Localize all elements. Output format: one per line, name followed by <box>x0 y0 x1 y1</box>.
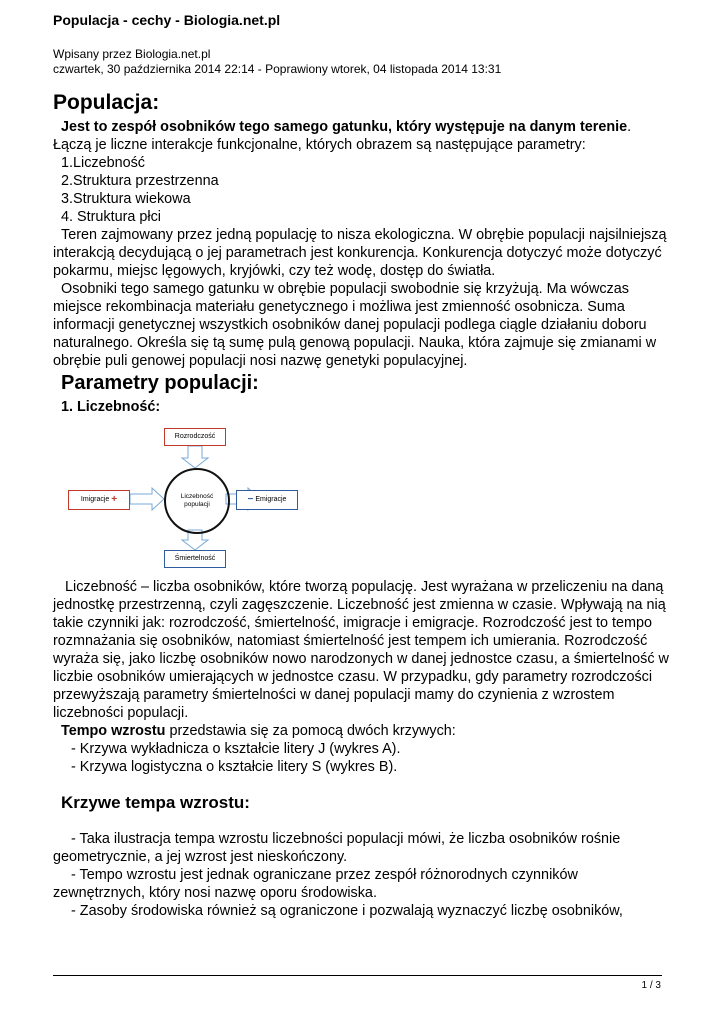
paragraph-niche-text: Teren zajmowany przez jedną populację to nisza ekologiczna. W obrębie populacji najsilniejszą interakcją decydującą o jej parametrach jest konkurencja. Konkurencja dotyczyć może dotyczyć pokarmu, miejsc lęgowych, kryjówki, czy też wodę, dostęp do światła. <box>53 227 667 279</box>
center-label-1: Liczebność <box>180 493 214 500</box>
plus-icon: + <box>111 494 118 505</box>
param-item: 3.Struktura wiekowa <box>61 191 191 207</box>
paragraph-size-text: Liczebność – liczba osobników, które tworzą populację. Jest wyrażana w przeliczeniu na daną jednostkę przestrzenną, czyli zagęszczenie. Liczebność jest zmienna w czasie. Wpływają na nią takie czynniki jak: rozrodczość, śmiertelność, imigracje i emigracje. Rozrodczość jest to tempo rozmnażania się osobników, natomiast śmiertelność jest tempem ich umierania. Rozrodczość wyraża się, jako liczbę osobników nowo narodzonych w danej jednostce czasu, a śmiertelność w liczbie osobników umierających w jednostce czasu. W przypadku, gdy parametry rozrodczości przewyższają parametry śmiertelności w danej populacji mamy do czynienia z wzrostem liczebności populacji. <box>53 579 669 721</box>
tempo-rest: przedstawia się za pomocą dwóch krzywych: <box>165 723 456 739</box>
death-label: Śmiertelność <box>174 555 216 562</box>
footer-divider <box>53 975 662 976</box>
bullet-item: - Taka ilustracja tempa wzrostu liczebności populacji mówi, że liczba osobników rośnie geometrycznie, a jej wzrost jest nieskończony. <box>53 831 621 865</box>
arrow-down-in <box>182 446 208 468</box>
paragraph-size <box>53 578 673 722</box>
arrow-right-in <box>130 488 164 510</box>
author-line: Wpisany przez Biologia.net.pl <box>53 47 211 61</box>
section-heading: Parametry populacji: <box>61 372 259 394</box>
death-box <box>164 550 226 568</box>
page-heading: Populacja: <box>53 91 160 114</box>
tempo-bold: Tempo wzrostu <box>61 723 166 739</box>
emigration-label: Emigracje <box>255 496 287 503</box>
subheading: 1. Liczebność: <box>61 399 161 415</box>
date-line: czwartek, 30 października 2014 22:14 - Poprawiony wtorek, 04 listopada 2014 13:31 <box>53 62 502 76</box>
param-item: 2.Struktura przestrzenna <box>61 173 219 189</box>
param-item: 4. Struktura płci <box>61 209 161 225</box>
curve-item: - Krzywa logistyczna o kształcie litery S (wykres B). <box>71 759 398 775</box>
paragraph-genetics <box>53 280 673 370</box>
intro: Łączą je liczne interakcje funkcjonalne, których obrazem są następujące parametry: <box>53 137 586 153</box>
bullet-item: - Tempo wzrostu jest jednak ograniczane przez zespół różnorodnych czynników zewnętrznych, który nosi nazwę oporu środowiska. <box>53 867 578 901</box>
curve-item: - Krzywa wykładnicza o kształcie litery J (wykres A). <box>71 741 401 757</box>
tempo-line <box>53 722 673 740</box>
page-number: 1 / 3 <box>641 980 661 991</box>
birth-label: Rozrodczość <box>174 433 216 440</box>
bullet-item: - Zasoby środowiska również są ograniczone i pozwalają wyznaczyć liczbę osobników, <box>71 903 623 919</box>
immigration-label: Imigracje <box>80 496 110 503</box>
population-diagram <box>68 428 298 568</box>
immigration-box <box>68 490 130 510</box>
param-item: 1.Liczebność <box>61 155 145 171</box>
birth-box <box>164 428 226 446</box>
definition-text: Jest to zespół osobników tego samego gatunku, który występuje na danym terenie <box>61 119 628 135</box>
minus-icon: − <box>247 494 254 505</box>
paragraph-niche <box>53 226 673 280</box>
definition <box>53 118 673 136</box>
emigration-box <box>236 490 298 510</box>
population-circle <box>164 468 230 534</box>
definition-period: . <box>627 119 632 135</box>
article-body <box>53 90 673 920</box>
paragraph-genetics-text: Osobniki tego samego gatunku w obrębie populacji swobodnie się krzyżują. Ma wówczas miejsce rekombinacja materiału genetycznego i możliwa jest zmienność osobnicza. Suma informacji genetycznej wszystkich osobników danej populacji podlega ciągle działaniu doboru naturalnego. Określa się tą sumę pulą genową populacji. Nauka, która zajmuje się zmianami w obrębie puli genowej populacji nosi nazwę genetyki populacyjnej. <box>53 281 657 369</box>
document-title: Populacja - cechy - Biologia.net.pl <box>53 12 281 28</box>
center-label-2: populacji <box>184 501 210 508</box>
curves-heading: Krzywe tempa wzrostu: <box>61 793 250 812</box>
